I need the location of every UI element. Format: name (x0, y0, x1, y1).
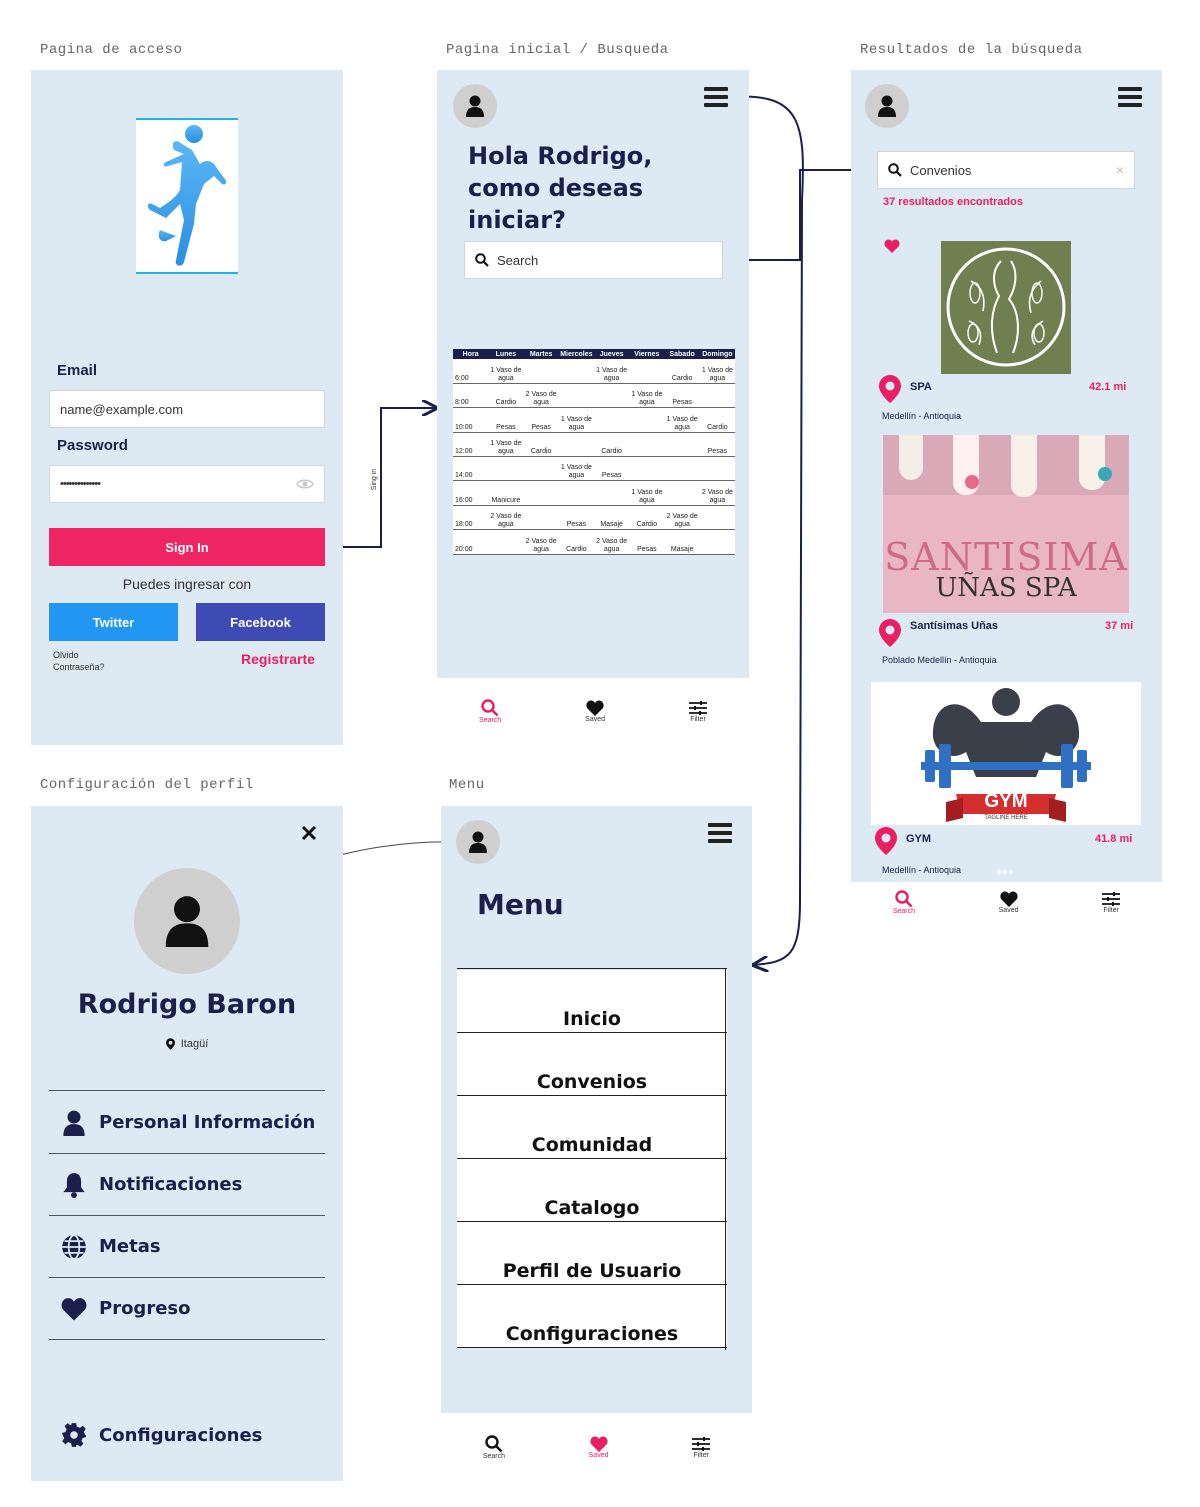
email-label: Email (57, 362, 98, 379)
search-icon (888, 163, 902, 177)
location-pin-icon (879, 619, 901, 647)
user-icon (877, 95, 897, 117)
result-distance: 37 mi (1105, 620, 1134, 632)
menu-title: Menu (477, 888, 564, 921)
result-distance: 42.1 mi (1089, 381, 1127, 393)
user-avatar[interactable] (453, 84, 497, 128)
filter-icon (692, 1436, 710, 1452)
tab-filter[interactable] (1102, 891, 1120, 914)
schedule-time-cell: 8:00 (453, 383, 488, 407)
profile-item-progress[interactable] (49, 1278, 325, 1340)
tab-filter[interactable] (692, 1436, 710, 1459)
profile-frame-label: Configuración del perfil (40, 777, 254, 793)
filter-icon (689, 700, 707, 716)
close-icon[interactable] (301, 825, 317, 841)
forgot-line-2: Contraseña? (53, 662, 105, 672)
tab-saved-label: Saved (585, 716, 606, 723)
schedule-activity-cell (665, 457, 700, 481)
result-distance: 41.8 mi (1095, 833, 1133, 845)
user-avatar[interactable] (865, 84, 909, 128)
schedule-activity-cell: Pesas (524, 408, 559, 432)
login-frame (31, 70, 343, 745)
schedule-activity-cell: 1 Vaso de agua (559, 408, 594, 432)
schedule-activity-cell: 1 Vaso de agua (559, 457, 594, 481)
tab-filter-label: Filter (693, 1451, 709, 1459)
schedule-row (453, 408, 735, 432)
pagination-dots (997, 870, 1013, 874)
schedule-activity-cell (629, 457, 664, 481)
nails-spa-image[interactable] (883, 435, 1129, 613)
schedule-activity-cell (700, 383, 735, 407)
favorite-heart-icon[interactable] (884, 239, 900, 253)
location-pin-icon (879, 375, 901, 403)
bottom-tab-bar (441, 1413, 752, 1481)
menu-item-convenios[interactable]: Convenios (457, 1033, 727, 1096)
search-input[interactable] (464, 241, 723, 279)
search-placeholder: Search (497, 252, 539, 268)
schedule-activity-cell: Masaje (594, 505, 629, 529)
heart-icon (61, 1297, 87, 1321)
schedule-activity-cell: 2 Vaso de agua (665, 505, 700, 529)
schedule-activity-cell: Pesas (700, 432, 735, 456)
results-frame-label: Resultados de la búsqueda (860, 42, 1083, 58)
nails-image-subtitle: UÑAS SPA (935, 573, 1077, 603)
schedule-row (453, 432, 735, 456)
gym-image-title: GYM (984, 791, 1028, 812)
tab-filter-label: Filter (690, 716, 706, 723)
tab-filter-label: Filter (1103, 906, 1119, 914)
schedule-time-cell: 12:00 (453, 432, 488, 456)
schedule-activity-cell: 1 Vaso de agua (488, 359, 523, 383)
schedule-header-cell: Sabado (665, 349, 700, 359)
schedule-activity-cell (488, 457, 523, 481)
schedule-activity-cell (559, 383, 594, 407)
runner-icon (136, 120, 238, 272)
schedule-activity-cell (665, 432, 700, 456)
hamburger-menu-icon[interactable] (1118, 87, 1142, 107)
schedule-activity-cell (559, 481, 594, 505)
profile-item-label: Metas (99, 1236, 161, 1257)
schedule-activity-cell: Pesas (665, 383, 700, 407)
schedule-activity-cell: 2 Vaso de agua (488, 505, 523, 529)
alt-login-text: Puedes ingresar con (122, 576, 252, 592)
schedule-time-cell: 20:00 (453, 530, 488, 554)
tab-search-label: Search (482, 1452, 505, 1460)
menu-frame-label: Menu (449, 777, 485, 793)
schedule-activity-cell (629, 359, 664, 383)
tab-filter[interactable] (689, 700, 707, 723)
tab-search-label: Search (892, 907, 915, 915)
schedule-time-cell: 6:00 (453, 359, 488, 383)
weekly-schedule-table (453, 349, 735, 555)
profile-item-label: Personal Información (99, 1112, 316, 1133)
schedule-activity-cell: Pesas (629, 530, 664, 554)
profile-settings[interactable] (49, 1404, 325, 1466)
user-avatar[interactable] (456, 820, 500, 864)
facebook-button[interactable]: Facebook (196, 603, 325, 641)
schedule-activity-cell: Cardio (629, 505, 664, 529)
clear-search-icon[interactable]: × (1115, 162, 1124, 178)
schedule-activity-cell: 1 Vaso de agua (665, 408, 700, 432)
schedule-activity-cell (559, 432, 594, 456)
bell-icon (61, 1172, 87, 1198)
schedule-header-cell: Hora (453, 349, 488, 359)
spa-logo (941, 241, 1071, 374)
greeting-line-2: como deseas (468, 174, 644, 202)
results-count: 37 resultados encontrados (883, 196, 1023, 208)
heart-icon (586, 700, 604, 716)
schedule-activity-cell (524, 481, 559, 505)
profile-item-goals[interactable] (49, 1216, 325, 1278)
heart-icon (1000, 891, 1018, 907)
home-frame-label: Pagina inicial / Busqueda (446, 42, 669, 58)
hamburger-menu-icon[interactable] (708, 823, 732, 843)
search-icon (475, 253, 489, 267)
schedule-activity-cell: 2 Vaso de agua (524, 530, 559, 554)
user-icon (163, 895, 211, 947)
password-label: Password (57, 437, 128, 454)
schedule-row (453, 383, 735, 407)
schedule-activity-cell (559, 359, 594, 383)
tab-saved-label: Saved (588, 1451, 609, 1459)
user-icon (468, 831, 488, 853)
search-icon (485, 1435, 503, 1453)
signin-connector-label: Sing in (371, 468, 379, 491)
menu-item-catalogo[interactable]: Catalogo (457, 1159, 727, 1222)
profile-item-personal-info[interactable] (49, 1092, 325, 1154)
profile-item-label: Notificaciones (99, 1174, 243, 1195)
schedule-time-cell: 18:00 (453, 505, 488, 529)
results-tab-bar (851, 882, 1162, 922)
schedule-activity-cell: 2 Vaso de agua (594, 530, 629, 554)
menu-item-inicio[interactable]: Inicio (457, 970, 727, 1033)
location-pin-icon (875, 827, 897, 855)
schedule-row (453, 457, 735, 481)
schedule-activity-cell (594, 383, 629, 407)
schedule-activity-cell (665, 481, 700, 505)
search-icon (481, 699, 499, 717)
search-input[interactable] (877, 151, 1135, 189)
location-pin-icon (166, 1038, 175, 1050)
schedule-row (453, 359, 735, 383)
gear-icon (61, 1422, 87, 1448)
twitter-button[interactable]: Twitter (49, 603, 178, 641)
home-frame (437, 70, 749, 745)
schedule-header-cell: Lunes (488, 349, 523, 359)
globe-icon (61, 1234, 87, 1260)
email-field[interactable]: name@example.com (49, 390, 325, 428)
schedule-activity-cell (594, 408, 629, 432)
schedule-activity-cell (629, 432, 664, 456)
profile-name: Rodrigo Baron (77, 989, 297, 1020)
schedule-row (453, 530, 735, 554)
schedule-activity-cell (629, 408, 664, 432)
results-frame (851, 70, 1162, 882)
bottom-tab-bar (437, 678, 749, 745)
tab-saved[interactable] (585, 700, 605, 723)
schedule-row (453, 505, 735, 529)
result-location: Poblado Medellín - Antioquia (882, 655, 997, 665)
schedule-activity-cell (700, 530, 735, 554)
filter-icon (1102, 891, 1120, 907)
profile-location-text: Itagüí (180, 1038, 209, 1050)
password-field[interactable] (49, 465, 325, 503)
login-frame-label: Pagina de acceso (40, 42, 183, 58)
tab-saved[interactable] (999, 891, 1019, 914)
schedule-activity-cell: Masaje (665, 530, 700, 554)
signin-button[interactable]: Sign In (49, 528, 325, 566)
heart-icon (590, 1436, 608, 1452)
greeting-line-1: Hola Rodrigo, (468, 142, 653, 170)
forgot-password-link[interactable] (53, 649, 105, 673)
schedule-time-cell: 14:00 (453, 457, 488, 481)
result-name[interactable]: Santísimas Uñas (910, 620, 999, 632)
schedule-activity-cell: 1 Vaso de agua (629, 481, 664, 505)
tab-search[interactable] (479, 699, 501, 724)
spa-image[interactable] (941, 241, 1071, 374)
schedule-activity-cell (524, 457, 559, 481)
schedule-activity-cell: 1 Vaso de agua (594, 359, 629, 383)
schedule-activity-cell: 2 Vaso de agua (524, 383, 559, 407)
user-icon (61, 1110, 87, 1136)
schedule-header-cell: Viernes (629, 349, 664, 359)
tab-search[interactable] (483, 1435, 505, 1460)
hamburger-menu-icon[interactable] (704, 87, 728, 107)
schedule-activity-cell: Pesas (594, 457, 629, 481)
menu-frame (441, 806, 752, 1481)
schedule-activity-cell (488, 530, 523, 554)
result-name[interactable]: GYM (906, 833, 932, 845)
schedule-header-cell: Domingo (700, 349, 735, 359)
result-location: Medellín - Antioquia (882, 411, 962, 421)
schedule-activity-cell (524, 505, 559, 529)
schedule-activity-cell: Cardio (665, 359, 700, 383)
app-logo (136, 118, 238, 274)
menu-item-configuraciones[interactable]: Configuraciones (457, 1285, 727, 1348)
profile-frame (31, 806, 343, 1481)
profile-item-label: Progreso (99, 1298, 191, 1319)
tab-search[interactable] (893, 890, 915, 915)
tab-search-label: Search (478, 717, 502, 724)
schedule-activity-cell: Cardio (524, 432, 559, 456)
schedule-activity-cell: Manicure (488, 481, 523, 505)
schedule-activity-cell: Cardio (488, 383, 523, 407)
schedule-row (453, 481, 735, 505)
user-icon (465, 95, 485, 117)
gym-image[interactable] (871, 682, 1141, 825)
schedule-activity-cell (594, 481, 629, 505)
profile-settings-label: Configuraciones (99, 1424, 263, 1446)
schedule-header-cell: Martes (524, 349, 559, 359)
gym-image-subtitle: TAGLINE HERE (984, 815, 1028, 821)
schedule-time-cell: 10:00 (453, 408, 488, 432)
forgot-line-1: Olvido (53, 650, 79, 660)
menu-item-comunidad[interactable]: Comunidad (457, 1096, 727, 1159)
schedule-activity-cell (524, 359, 559, 383)
schedule-activity-cell: Pesas (559, 505, 594, 529)
schedule-activity-cell: 2 Vaso de agua (700, 481, 735, 505)
schedule-header-cell: Miercoles (560, 350, 593, 358)
result-name[interactable]: SPA (910, 381, 932, 393)
search-icon (895, 890, 913, 908)
schedule-time-cell: 16:00 (453, 481, 488, 505)
schedule-activity-cell: Pesas (488, 408, 523, 432)
password-value: •••••••••••••• (60, 478, 100, 490)
eye-icon[interactable] (296, 478, 314, 490)
register-link[interactable]: Registrarte (241, 651, 315, 667)
greeting-line-3: iniciar? (468, 206, 566, 234)
schedule-activity-cell (700, 505, 735, 529)
schedule-activity-cell: 1 Vaso de agua (700, 359, 735, 383)
nails-image-title: SANTISIMA (884, 535, 1128, 579)
result-location: Medellín - Antioquia (882, 865, 962, 875)
tab-saved-label: Saved (998, 906, 1019, 914)
schedule-activity-cell: Cardio (559, 530, 594, 554)
schedule-activity-cell: Cardio (700, 408, 735, 432)
schedule-activity-cell: Cardio (594, 432, 629, 456)
search-query: Convenios (910, 162, 972, 178)
schedule-header-cell: Jueves (594, 349, 629, 359)
profile-avatar[interactable] (134, 868, 240, 974)
schedule-activity-cell: 1 Vaso de agua (488, 432, 523, 456)
greeting (468, 140, 652, 236)
schedule-activity-cell (700, 457, 735, 481)
profile-item-notifications[interactable] (49, 1154, 325, 1216)
schedule-activity-cell: 1 Vaso de agua (629, 383, 664, 407)
menu-item-perfil[interactable]: Perfil de Usuario (457, 1222, 727, 1285)
tab-saved[interactable] (589, 1436, 609, 1459)
profile-location (31, 1038, 343, 1050)
